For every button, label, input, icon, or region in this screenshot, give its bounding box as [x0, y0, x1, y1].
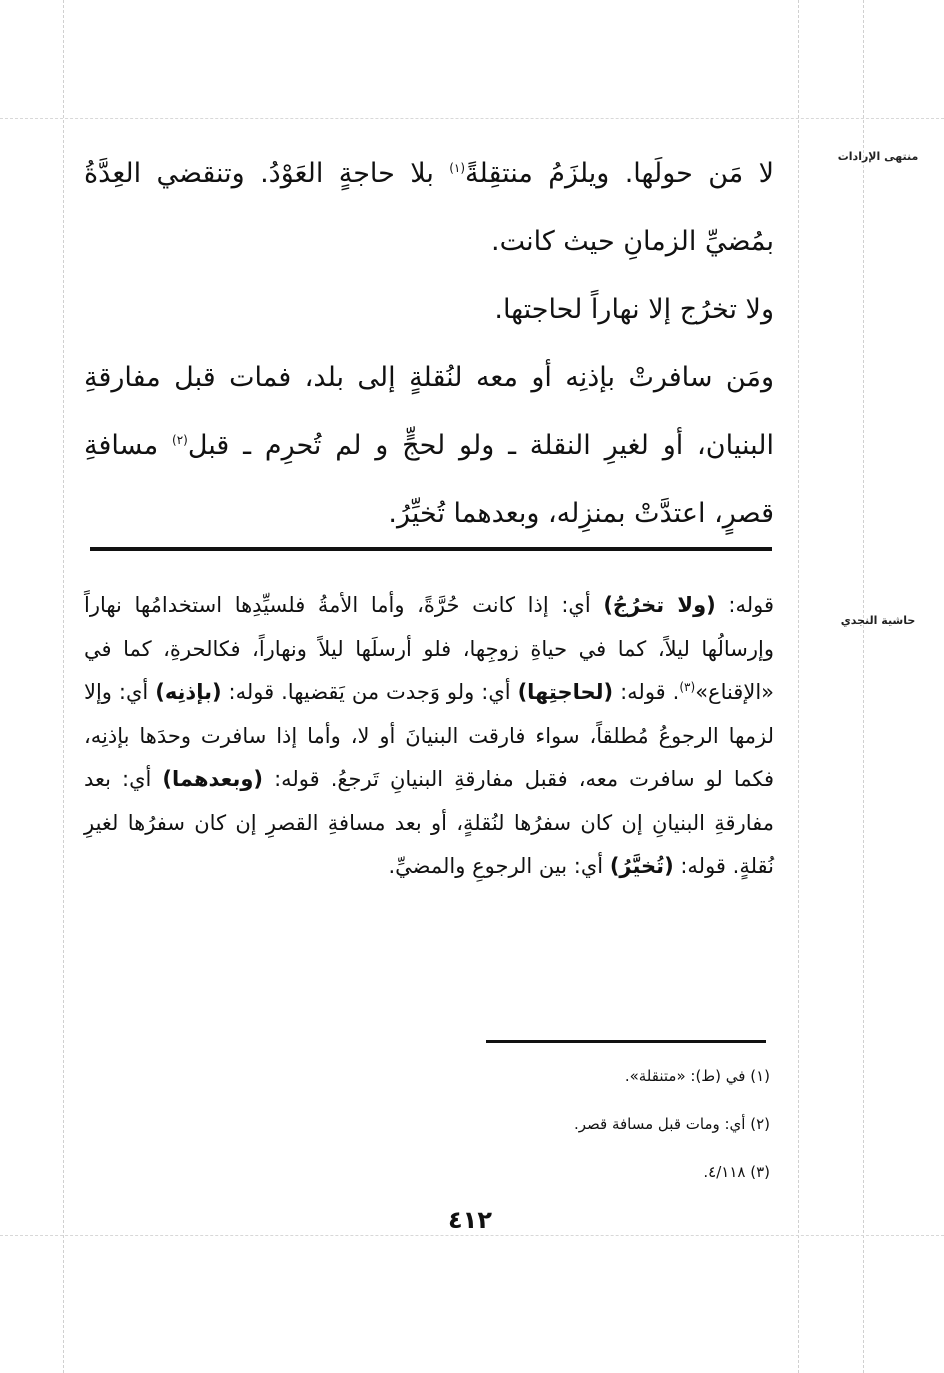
commentary-keyword: (وبعدهما) [162, 767, 264, 791]
footnote: (٣) ٤/١١٨. [703, 1163, 770, 1181]
main-text-line: بمُضيِّ الزمانِ حيث كانت. [491, 226, 774, 257]
commentary-keyword: (بإذنِه) [155, 680, 222, 704]
main-text-line: ولا تخرُج إلا نهاراً لحاجتها. [494, 294, 774, 325]
guide-line [863, 0, 864, 1373]
side-label-commentary: حاشية النجدي [840, 614, 916, 627]
commentary-segment: أي: بعد مفارقةِ البنيانِ إن كان سفرُها لنُقلةٍ، أو بعد مسافةِ القصرِ إن كان سفرُها لغيرِ نُقلةٍ. قوله: [84, 767, 774, 878]
footnote-ref-1: (١) [449, 161, 466, 175]
commentary-segment: أي: إذا كانت حُرَّةً، وأما الأمةُ فلسيِّدِها استخدامُها نهاراً وإرسالُها ليلاً، كما في حياةِ زوجِها، فلو أرسلَها ليلاً ونهاراً، فكالحرةِ، كما في «الإقناع» [84, 593, 774, 704]
main-text-line: بلا حاجةٍ العَوْدُ. وتنقضي العِدَّةُ [84, 158, 434, 189]
footnote-ref-2: (٢) [172, 433, 188, 447]
guide-line [0, 1235, 944, 1236]
guide-line [798, 0, 799, 1373]
commentary-segment: أي: وإلا لزمها الرجوعُ مُطلقاً، سواء فارقت البنيانَ أو لا، وأما إذا سافرت وحدَها بإذنِه، فكما لو سافرت معه، فقبل مفارقةِ البنيانِ تَرجعُ. قوله: [84, 680, 774, 791]
footnotes [380, 1056, 770, 1200]
main-text-paragraph [84, 140, 774, 276]
commentary-segment: أي: بين الرجوعِ والمضيِّ. [388, 854, 610, 878]
section-divider [90, 547, 772, 551]
commentary-segment: قوله: [715, 593, 774, 617]
footnote: (١) في (ط): «متنقلة». [624, 1067, 770, 1085]
commentary-keyword: (تُخيَّرُ) [609, 854, 674, 878]
commentary-keyword: (لحاجتِها) [517, 680, 614, 704]
main-text-paragraph [84, 276, 774, 344]
commentary-segment: . قوله: [613, 680, 680, 704]
footnote-ref-3: (٣) [679, 680, 696, 694]
footnote: (٢) أي: ومات قبل مسافة قصر. [573, 1115, 770, 1133]
main-text-paragraph [84, 344, 774, 548]
commentary-text [84, 584, 774, 889]
footnote-divider [486, 1040, 766, 1043]
commentary-segment: أي: ولو وَجدت من يَقضيها. قوله: [221, 680, 518, 704]
commentary-keyword: (ولا تخرُجُ) [603, 593, 716, 617]
commentary-paragraph [84, 584, 774, 889]
main-text [84, 140, 774, 548]
page-number: ٤١٢ [448, 1206, 492, 1234]
main-text-line: البنيان، أو لغيرِ النقلة ـ ولو لحجٍّ و لم تُحرِم ـ قبل [187, 430, 774, 461]
guide-line [63, 0, 64, 1373]
main-text-line: لا مَن حولَها. ويلزَمُ منتقِلةً [465, 158, 774, 189]
side-label-matn: منتهى الإرادات [837, 150, 919, 163]
guide-line [0, 118, 944, 119]
main-text-line: ومَن سافرتْ بإذنِه أو معه لنُقلةٍ إلى بلد، فمات قبل مفارقةِ [84, 362, 774, 393]
main-text-line: مسافةِ قصرٍ، اعتدَّتْ بمنزِله، وبعدهما تُخيِّرُ. [84, 430, 774, 529]
